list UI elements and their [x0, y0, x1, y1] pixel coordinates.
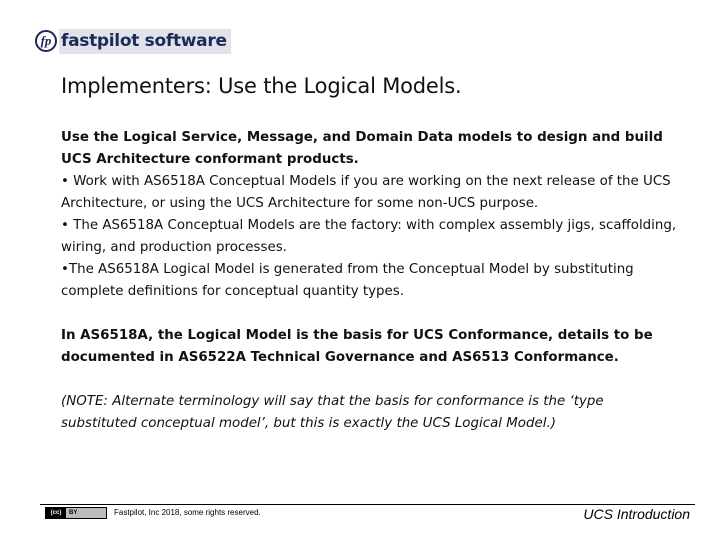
cc-icon: (cc) [46, 508, 66, 518]
bullet-factory: • The AS6518A Conceptual Models are the factory: with complex assembly jigs, scaffolding, wiring, and production processes. [61, 218, 677, 255]
fastpilot-logo-text: fastpilot software [59, 29, 231, 54]
conformance-paragraph: In AS6518A, the Logical Model is the basis for UCS Conformance, details to be documented in AS6522A Technical Governance and AS6513 Conformance. [61, 328, 653, 365]
note-paragraph: (NOTE: Alternate terminology will say that the basis for conformance is the ‘type substituted conceptual model’, but this is exactly the UCS Logical Model.) [61, 394, 604, 431]
slide-body [61, 127, 681, 435]
fastpilot-logo [35, 28, 231, 54]
spacer [61, 369, 681, 391]
bullet-logical-model: •The AS6518A Logical Model is generated from the Conceptual Model by substituting complete definitions for conceptual quantity types. [61, 262, 634, 299]
footer-title: UCS Introduction [583, 506, 690, 522]
slide-title: Implementers: Use the Logical Models. [61, 74, 462, 98]
cc-by-license-badge [45, 507, 107, 519]
fastpilot-logo-mark: fp [35, 30, 57, 52]
copyright-text: Fastpilot, Inc 2018, some rights reserved. [114, 508, 261, 517]
spacer [61, 303, 681, 325]
intro-paragraph: Use the Logical Service, Message, and Domain Data models to design and build UCS Architecture conformant products. [61, 130, 663, 167]
by-icon: BY [66, 508, 106, 518]
bullet-conceptual-models: • Work with AS6518A Conceptual Models if you are working on the next release of the UCS Architecture, or using the UCS Architecture for some non-UCS purpose. [61, 174, 671, 211]
footer-divider [40, 504, 695, 505]
